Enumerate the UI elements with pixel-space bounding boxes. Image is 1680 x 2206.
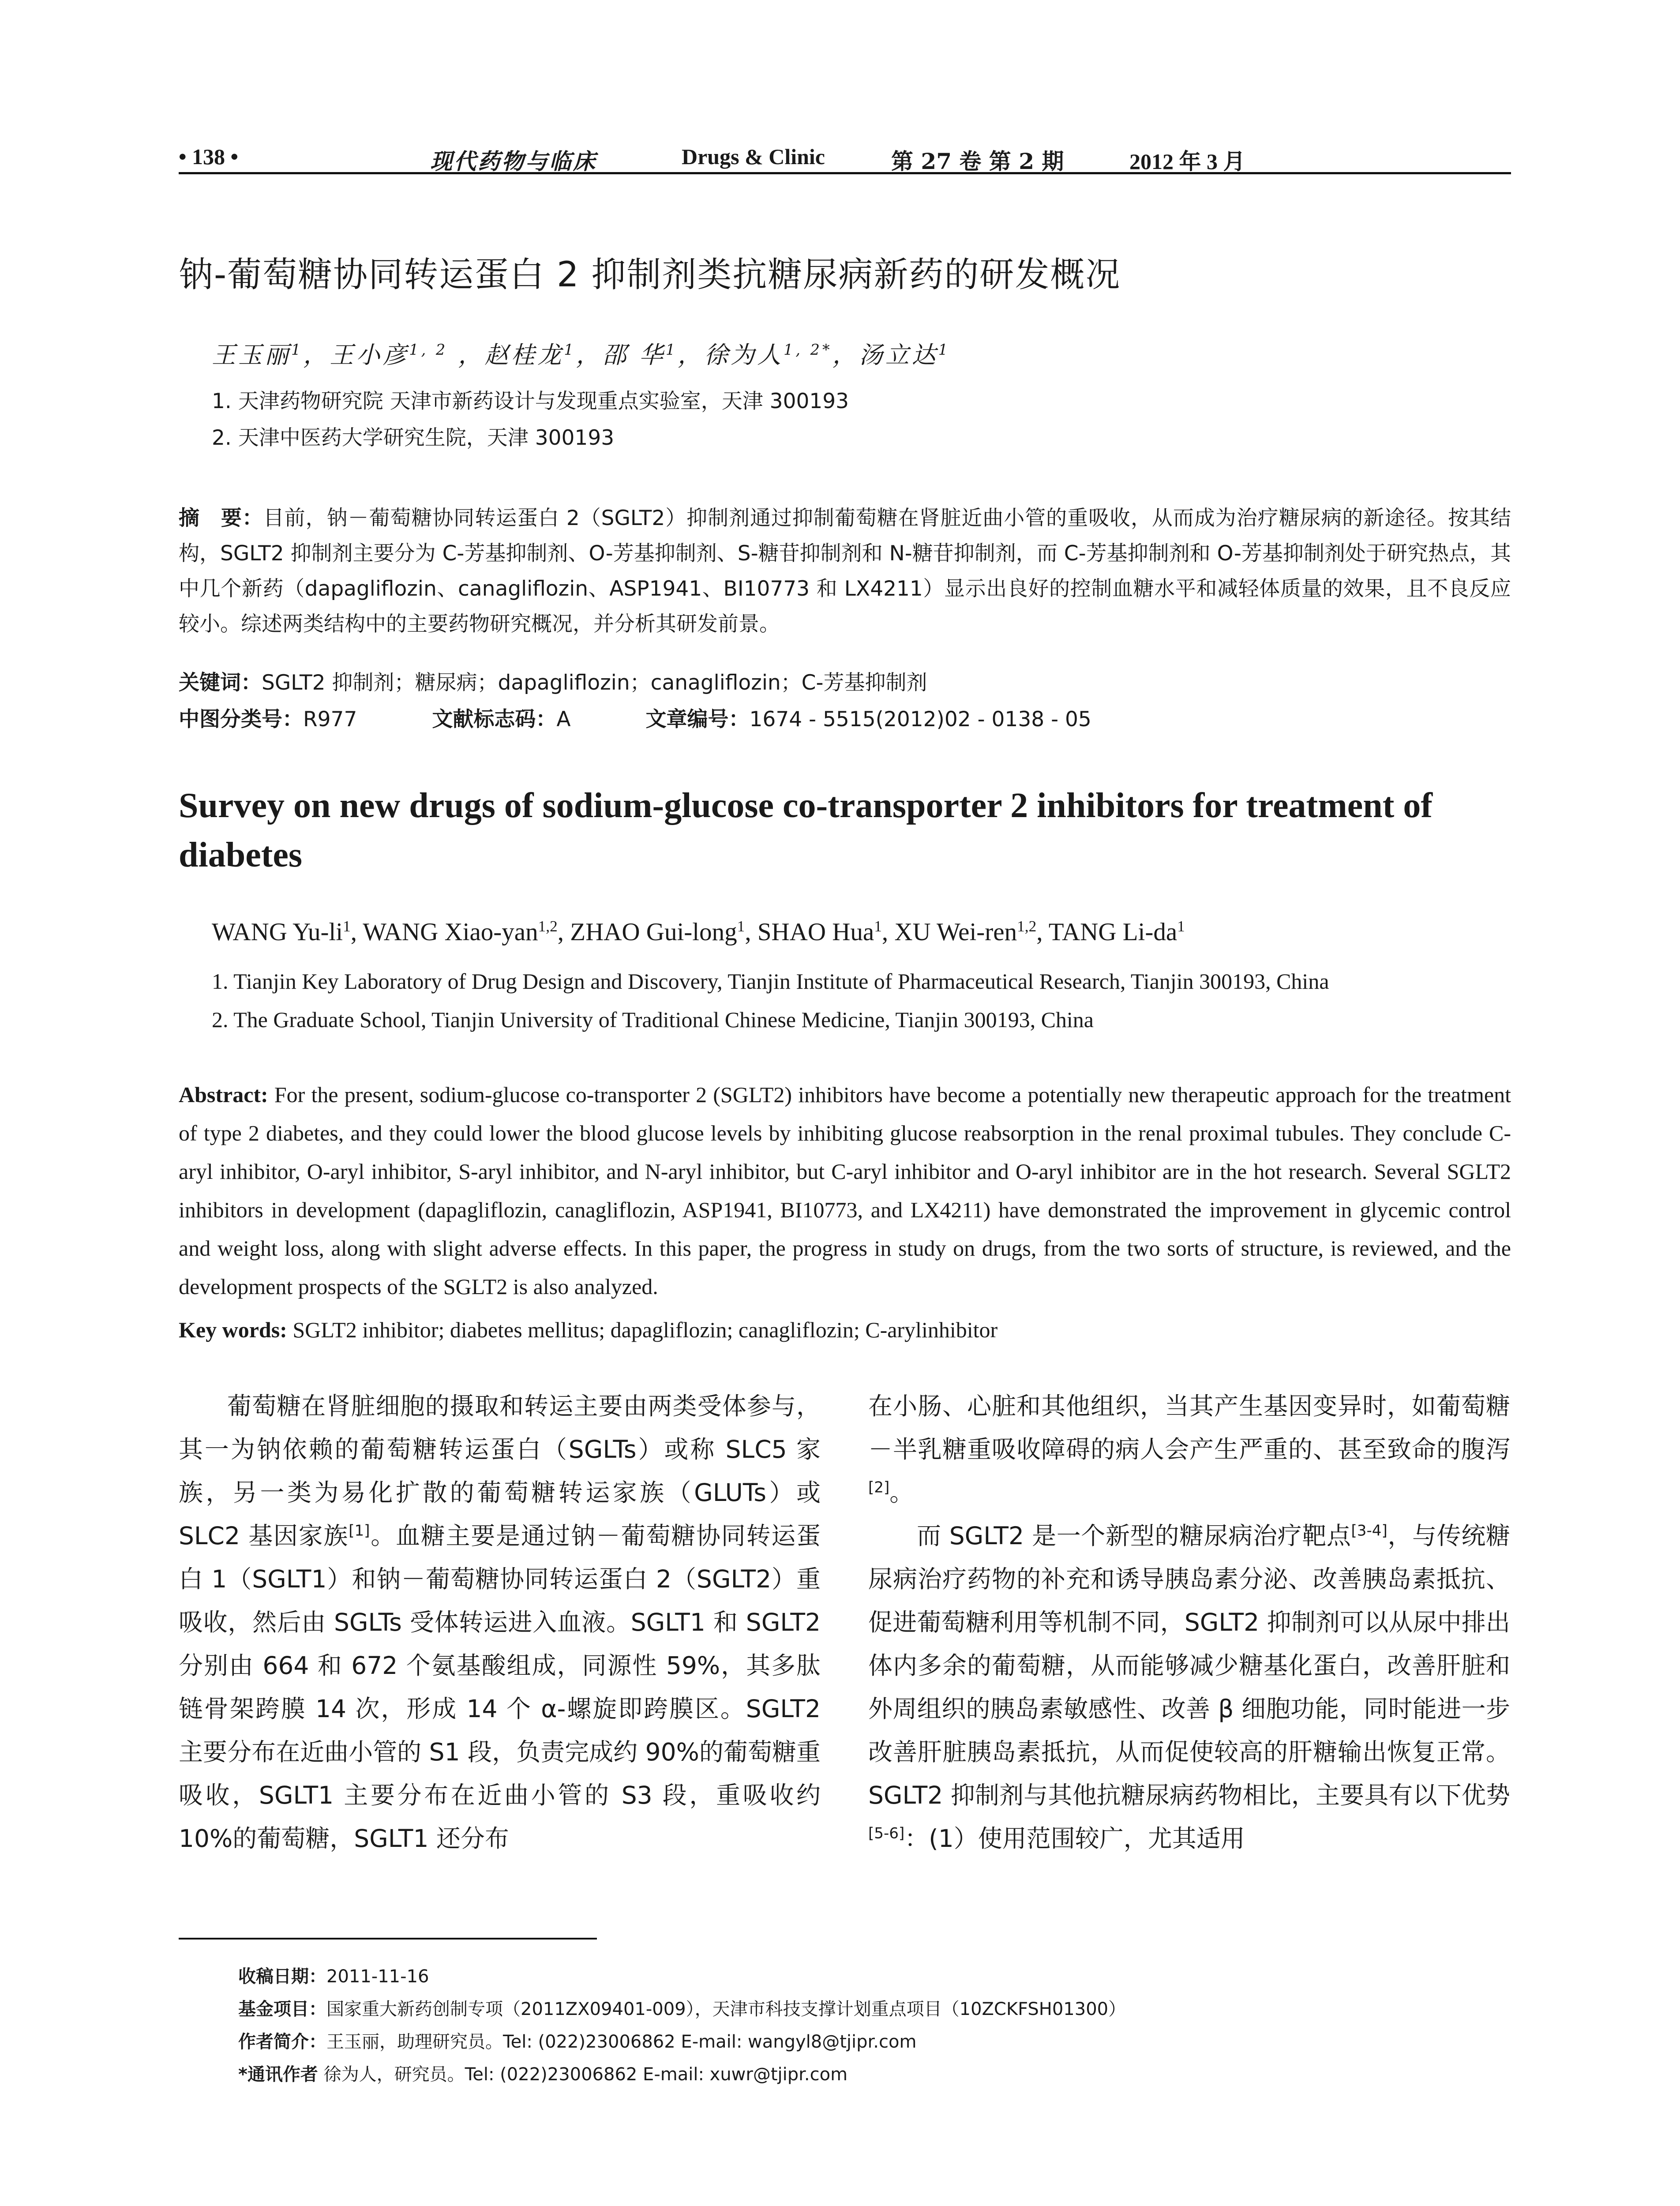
- footnote-text: 国家重大新药创制专项（2011ZX09401-009），天津市科技支撑计划重点项目（10ZCKFSH01300）: [326, 1999, 1126, 2019]
- body-text: 在小肠、心脏和其他组织，当其产生基因变异时，如葡萄糖－半乳糖重吸收障碍的病人会产生严重的、甚至致命的腹泻: [868, 1392, 1510, 1463]
- article-number-label: 文章编号：: [645, 707, 750, 732]
- author-name: SHAO Hua: [757, 918, 874, 946]
- body-paragraph: [179, 1384, 821, 1860]
- author-affiliation-mark: 1,2: [538, 918, 558, 935]
- keywords-text-en: SGLT2 inhibitor; diabetes mellitus; dapagliflozin; canagliflozin; C-arylinhibitor: [292, 1317, 998, 1342]
- article-title-cn: 钠-葡萄糖协同转运蛋白 2 抑制剂类抗糖尿病新药的研发概况: [179, 255, 1121, 295]
- body-paragraph: [868, 1514, 1510, 1860]
- author-name: 王小彦: [330, 341, 409, 369]
- body-text: 。血糖主要是通过钠－葡萄糖协同转运蛋白 1（SGLT1）和钠－葡萄糖协同转运蛋白 2（SGLT2）重吸收，然后由 SGLTs 受体转运进入血液。SGLT1 和 SGLT2 分别由 664 和 672 个氨基酸组成，同源性 59%，其多肽链骨架跨膜 14 次，形成 14 个 α-螺旋即跨膜区。SGLT2 主要分布在近曲小管的 S1 段，负责完成约 90%的葡萄糖重吸收，SGLT1 主要分布在近曲小管的 S3 段，重吸收约 10%的葡萄糖，SGLT1 还分布: [179, 1522, 821, 1853]
- author-name: 邵 华: [602, 341, 666, 369]
- footnote-divider: [179, 1938, 597, 1940]
- article-title-en: Survey on new drugs of sodium-glucose co-transporter 2 inhibitors for treatment of diabetes: [179, 786, 1433, 874]
- keywords-cn: [179, 666, 927, 696]
- keywords-label-cn: 关键词：: [179, 671, 262, 695]
- footnote-corresponding: [238, 2060, 848, 2086]
- issue-date: 2012 年 3 月: [1129, 149, 1245, 174]
- body-text: 而 SGLT2 是一个新型的糖尿病治疗靶点: [917, 1522, 1351, 1550]
- author-name: 徐为人: [704, 341, 784, 369]
- author-affiliation-mark: 1: [665, 341, 678, 358]
- footnote-label: 作者简介：: [238, 2032, 326, 2052]
- page-number: • 138 •: [179, 144, 239, 169]
- doc-code-label: 文献标志码：: [432, 707, 557, 732]
- footnote-funding: [238, 1995, 1126, 2020]
- affiliation-en: 2. The Graduate School, Tianjin University of Traditional Chinese Medicine, Tianjin 300193, China: [212, 1007, 1094, 1032]
- author-name: WANG Xiao-yan: [363, 918, 538, 946]
- classification-line: [179, 703, 1091, 732]
- citation: [3-4]: [1351, 1522, 1388, 1540]
- article-number: 1674 - 5515(2012)02 - 0138 - 05: [749, 707, 1091, 732]
- running-header: [179, 140, 1511, 174]
- author-name: ZHAO Gui-long: [570, 918, 737, 946]
- author-affiliation-mark: 1, 2*: [784, 341, 832, 358]
- body-text: ，与传统糖尿病治疗药物的补充和诱导胰岛素分泌、改善胰岛素抵抗、促进葡萄糖利用等机制不同，SGLT2 抑制剂可以从尿中排出体内多余的葡萄糖，从而能够减少糖基化蛋白，改善肝脏和外周组织的胰岛素敏感性、改善 β 细胞功能，同时能进一步改善肝脏胰岛素抵抗，从而促使较高的肝糖输出恢复正常。SGLT2 抑制剂与其他抗糖尿病药物相比，主要具有以下优势: [868, 1522, 1510, 1809]
- body-column-right: [868, 1384, 1510, 1860]
- author-affiliation-mark: 1: [938, 341, 951, 358]
- author-name: 汤立达: [859, 341, 938, 369]
- footnote-text: 徐为人，研究员。Tel: (022)23006862 E-mail: xuwr@tjipr.com: [318, 2064, 848, 2085]
- author-list-en: WANG $Yu-li^1$, WANG Xiao-yan$^{1,2}$, ZHAO Gui-long$^1$, SHAO Hua$^1$, XU Wei-ren$^{1,2}$, TANG $Li-da^1$: [212, 918, 1185, 946]
- author-affiliation-mark: 1, 2: [409, 341, 448, 358]
- citation: [2]: [868, 1478, 890, 1497]
- clc-code: R977: [303, 707, 357, 732]
- author-affiliation-mark: 1: [343, 918, 351, 935]
- abstract-text-en: For the present, sodium-glucose co-transporter 2 (SGLT2) inhibitors have become a potentially new therapeutic approach for the treatment of type 2 diabetes, and they could lower the blood glucose levels by inhibiting glucose reabsorption in the renal proximal tubules. They conclude C-aryl inhibitor, O-aryl inhibitor, S-aryl inhibitor, and N-aryl inhibitor, but C-aryl inhibitor and O-aryl inhibitor are in the hot research. Several SGLT2 inhibitors in development (dapagliflozin, canagliflozin, ASP1941, BI10773, and LX4211) have demonstrated the improvement in glycemic control and weight loss, along with slight adverse effects. In this paper, the progress in study on drugs, from the two sorts of structure, is reviewed, and the development prospects of the SGLT2 is also analyzed.: [179, 1082, 1511, 1299]
- footnote-label: 基金项目：: [238, 1999, 326, 2019]
- clc-label: 中图分类号：: [179, 707, 303, 732]
- author-list-cn: 王玉丽$^1$，王小彦$^{1, 2}$ ，赵桂龙$^1$，邵 华$^1$，徐为人$^{1, 2*}$，汤立达$^1$: [212, 341, 951, 369]
- keywords-en: [179, 1317, 998, 1343]
- journal-name-en: Drugs & Clinic: [682, 144, 825, 169]
- footnote-received: [238, 1962, 429, 1988]
- author-affiliation-mark: 1: [564, 341, 576, 358]
- author-affiliation-mark: 1: [291, 341, 304, 358]
- footnote-text: 2011-11-16: [326, 1966, 429, 1987]
- body-text: 葡萄糖在肾脏细胞的摄取和转运主要由两类受体参与，其一为钠依赖的葡萄糖转运蛋白（SGLTs）或称 SLC5 家族，另一类为易化扩散的葡萄糖转运家族（GLUTs）或 SLC2 基因家族: [179, 1392, 821, 1550]
- body-text: ：(1）使用范围较广，尤其适用: [904, 1824, 1245, 1853]
- abstract-label-cn: 摘 要：: [179, 506, 263, 530]
- body-column-left: [179, 1384, 821, 1860]
- keywords-text-cn: SGLT2 抑制剂；糖尿病；dapagliflozin；canagliflozin；C-芳基抑制剂: [262, 671, 927, 695]
- volume-issue: 第 27 卷 第 2 期: [891, 148, 1064, 174]
- affiliation-cn: 2. 天津中医药大学研究生院，天津 300193: [212, 426, 615, 450]
- journal-name-cn: 现代药物与临床: [430, 148, 597, 174]
- author-name: TANG Li-da: [1048, 918, 1178, 946]
- affiliation-cn: 1. 天津药物研究院 天津市新药设计与发现重点实验室，天津 300193: [212, 389, 849, 413]
- citation: [1]: [349, 1522, 370, 1540]
- abstract-text-cn: 目前，钠－葡萄糖协同转运蛋白 2（SGLT2）抑制剂通过抑制葡萄糖在肾脏近曲小管的重吸收，从而成为治疗糖尿病的新途径。按其结构，SGLT2 抑制剂主要分为 C-芳基抑制剂、O-芳基抑制剂、S-糖苷抑制剂和 N-糖苷抑制剂，而 C-芳基抑制剂和 O-芳基抑制剂处于研究热点，其中几个新药（dapagliflozin、canagliflozin、ASP1941、BI10773 和 LX4211）显示出良好的控制血糖水平和减轻体质量的效果，且不良反应较小。综述两类结构中的主要药物研究概况，并分析其研发前景。: [179, 506, 1511, 636]
- author-name: XU Wei-ren: [894, 918, 1017, 946]
- footnote-label: 收稿日期：: [238, 1966, 326, 1987]
- author-name: WANG Yu-li: [212, 918, 343, 946]
- author-affiliation-mark: 1,2: [1017, 918, 1037, 935]
- body-text: 。: [889, 1478, 914, 1507]
- footnote-label: *通讯作者: [238, 2064, 318, 2085]
- author-affiliation-mark: 1: [737, 918, 745, 935]
- doc-code: A: [556, 707, 571, 732]
- abstract-label-en: Abstract:: [179, 1082, 268, 1107]
- body-paragraph: [868, 1384, 1510, 1514]
- author-name: 王玉丽: [212, 341, 291, 369]
- affiliation-en: 1. Tianjin Key Laboratory of Drug Design and Discovery, Tianjin Institute of Pharmaceutical Research, Tianjin 300193, China: [212, 969, 1329, 994]
- citation: [5-6]: [868, 1824, 905, 1842]
- footnote-text: 王玉丽，助理研究员。Tel: (022)23006862 E-mail: wangyl8@tjipr.com: [326, 2032, 917, 2052]
- author-affiliation-mark: 1: [1177, 918, 1185, 935]
- abstract-en: [179, 1076, 1511, 1306]
- footnote-author: [238, 2028, 916, 2053]
- abstract-cn: [179, 501, 1511, 642]
- author-name: 赵桂龙: [484, 341, 564, 369]
- author-affiliation-mark: 1: [874, 918, 882, 935]
- keywords-label-en: Key words:: [179, 1317, 287, 1342]
